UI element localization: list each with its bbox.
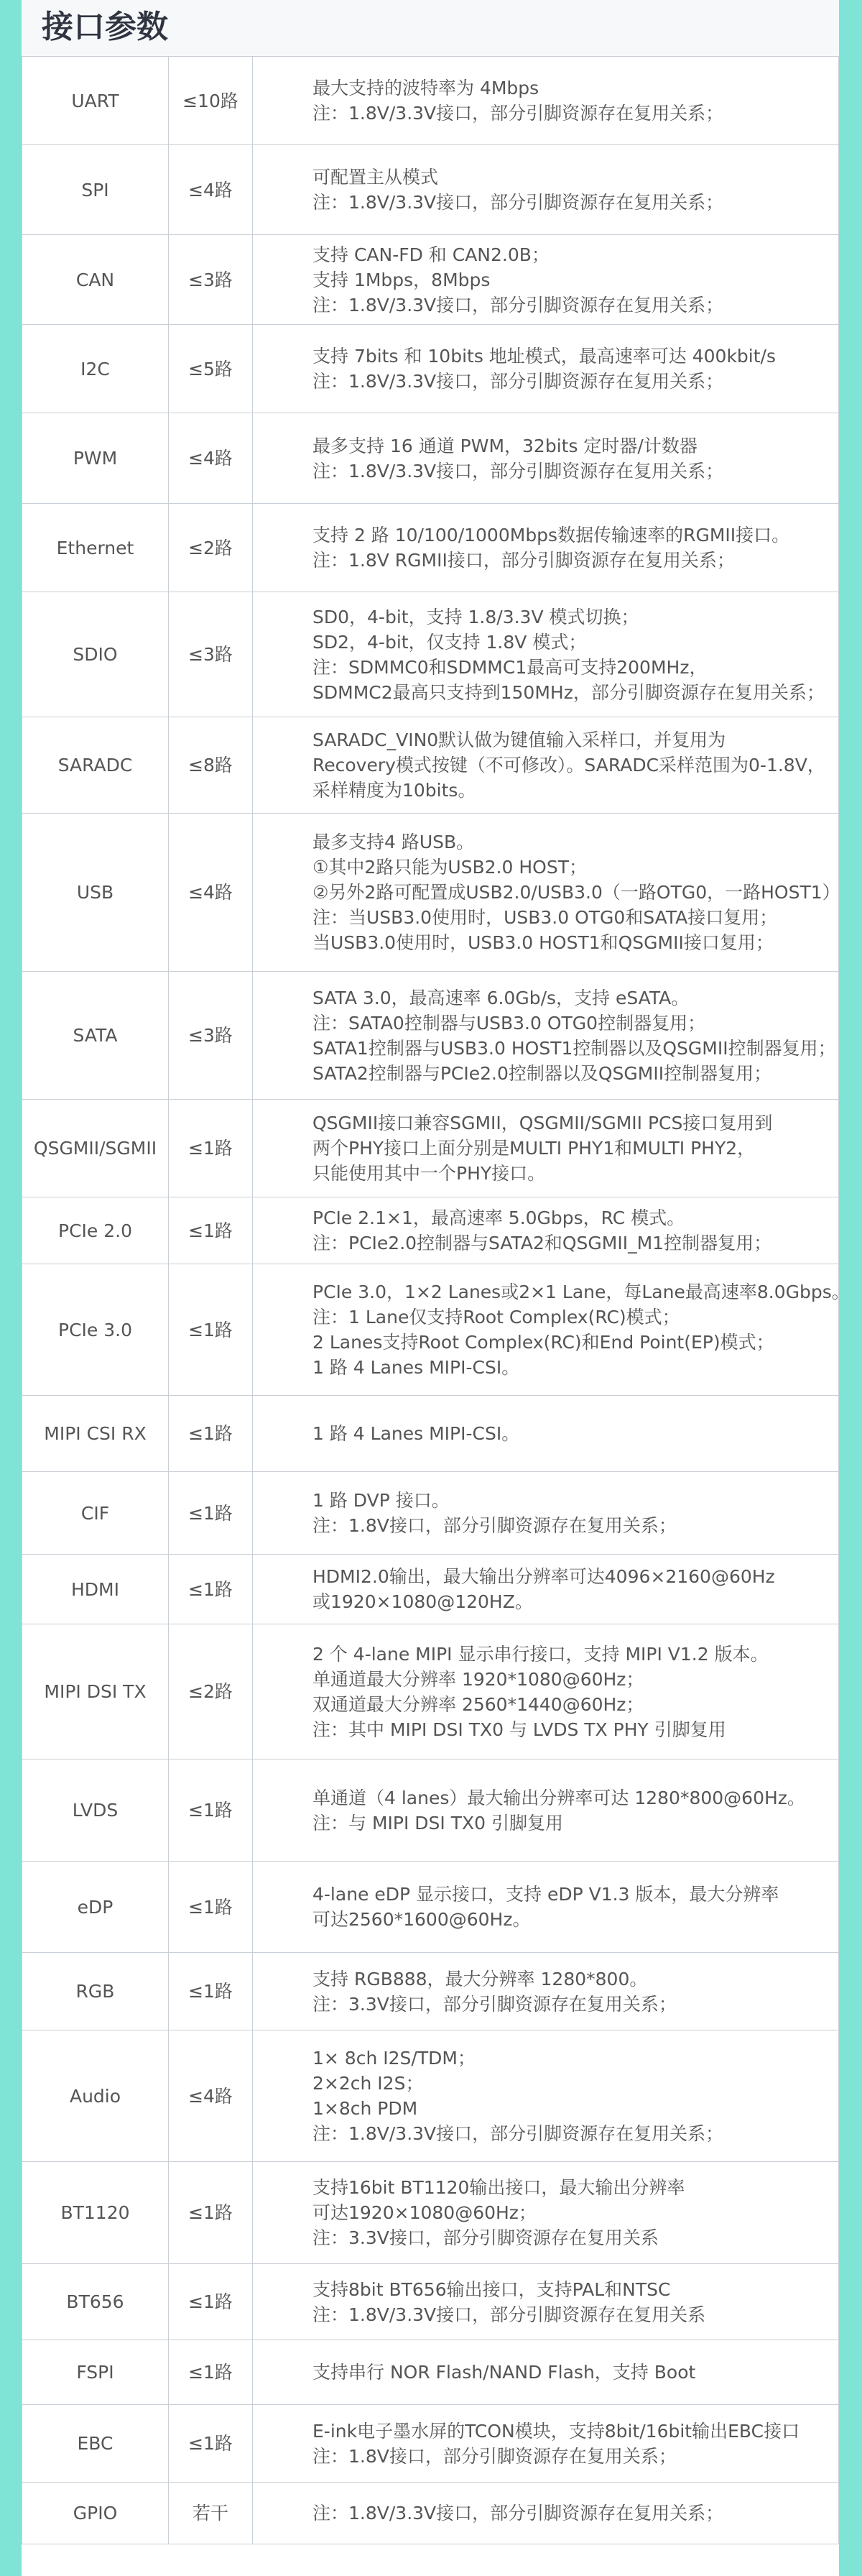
table-row xyxy=(22,1472,839,1555)
description-line: 注：1.8V接口，部分引脚资源存在复用关系； xyxy=(312,2445,677,2467)
table-row xyxy=(22,1264,839,1396)
description-line: 注：与 MIPI DSI TX0 引脚复用 xyxy=(312,1812,563,1834)
description-line: SARADC_VIN0默认做为键值输入采样口，并复用为 xyxy=(312,730,726,750)
description-line: SATA 3.0，最高速率 6.0Gb/s，支持 eSATA。 xyxy=(312,987,690,1008)
description-line: 支持 2 路 10/100/1000Mbps数据传输速率的RGMII接口。 xyxy=(312,525,790,546)
interface-name: MIPI CSI RX xyxy=(22,1396,169,1472)
channel-count: ≤5路 xyxy=(169,325,253,413)
channel-count: ≤3路 xyxy=(169,235,253,325)
interface-name: CIF xyxy=(22,1472,169,1555)
channel-count: ≤1路 xyxy=(169,1396,253,1472)
description-line: 注：SDMMC0和SDMMC1最高可支持200MHz， xyxy=(312,656,708,678)
channel-count: ≤4路 xyxy=(169,2030,253,2162)
interface-name: PCIe 3.0 xyxy=(22,1264,169,1396)
description-line: 最多支持 16 通道 PWM，32bits 定时器/计数器 xyxy=(312,435,698,456)
channel-count: ≤4路 xyxy=(169,145,253,235)
interface-name: FSPI xyxy=(22,2340,169,2405)
interface-description xyxy=(253,2483,839,2544)
interface-description xyxy=(253,2030,839,2162)
description-line: 注：1.8V/3.3V接口，部分引脚资源存在复用关系； xyxy=(312,460,724,482)
interface-name: Audio xyxy=(22,2030,169,2162)
interface-name: PCIe 2.0 xyxy=(22,1197,169,1264)
interface-description xyxy=(253,1624,839,1760)
description-line: 支持串行 NOR Flash/NAND Flash，支持 Boot xyxy=(312,2362,696,2383)
description-line: 注：1.8V/3.3V接口，部分引脚资源存在复用关系； xyxy=(312,192,724,213)
description-line: 注：1 Lane仅支持Root Complex(RC)模式； xyxy=(312,1307,680,1328)
interface-name: eDP xyxy=(22,1862,169,1953)
description-line: 当USB3.0使用时，USB3.0 HOST1和QSGMII接口复用； xyxy=(312,932,774,953)
table-row xyxy=(22,1555,839,1624)
interface-description xyxy=(253,2162,839,2264)
interface-description xyxy=(253,413,839,504)
channel-count: ≤1路 xyxy=(169,1862,253,1953)
interface-name: SDIO xyxy=(22,592,169,717)
interface-description xyxy=(253,1555,839,1624)
interface-name: RGB xyxy=(22,1953,169,2030)
description-line: ②另外2路可配置成USB2.0/USB3.0（一路OTG0，一路HOST1） xyxy=(312,882,840,903)
interface-description xyxy=(253,57,839,145)
interface-name: UART xyxy=(22,57,169,145)
description-line: 注：1.8V接口，部分引脚资源存在复用关系； xyxy=(312,1515,677,1536)
channel-count: ≤3路 xyxy=(169,592,253,717)
interface-description xyxy=(253,2340,839,2405)
channel-count: ≤1路 xyxy=(169,2162,253,2264)
description-line: 注：3.3V接口，部分引脚资源存在复用关系 xyxy=(312,2227,659,2248)
description-line: 注：3.3V接口，部分引脚资源存在复用关系； xyxy=(312,1993,677,2015)
table-row xyxy=(22,814,839,972)
description-line: QSGMII接口兼容SGMII，QSGMII/SGMII PCS接口复用到 xyxy=(312,1113,773,1133)
channel-count: ≤1路 xyxy=(169,2340,253,2405)
interface-name: SARADC xyxy=(22,717,169,814)
description-line: 注：1.8V/3.3V接口，部分引脚资源存在复用关系； xyxy=(312,103,724,124)
channel-count: ≤1路 xyxy=(169,2264,253,2340)
channel-count: ≤1路 xyxy=(169,1264,253,1396)
description-line: 或1920×1080@120HZ。 xyxy=(312,1591,533,1612)
interface-name: CAN xyxy=(22,235,169,325)
description-line: 只能使用其中一个PHY接口。 xyxy=(312,1163,546,1184)
interface-description xyxy=(253,592,839,717)
interface-description xyxy=(253,145,839,235)
interface-description xyxy=(253,325,839,413)
channel-count: ≤4路 xyxy=(169,413,253,504)
interface-description xyxy=(253,235,839,325)
table-row xyxy=(22,592,839,717)
channel-count: ≤1路 xyxy=(169,1100,253,1197)
channel-count: ≤3路 xyxy=(169,972,253,1100)
interface-description xyxy=(253,1396,839,1472)
interface-name: EBC xyxy=(22,2405,169,2483)
description-line: SD0，4-bit，支持 1.8/3.3V 模式切换； xyxy=(312,606,639,627)
interface-name: SATA xyxy=(22,972,169,1100)
description-line: 1×8ch PDM xyxy=(312,2098,418,2119)
description-line: PCIe 2.1×1，最高速率 5.0Gbps，RC 模式。 xyxy=(312,1208,685,1228)
description-line: 1× 8ch I2S/TDM； xyxy=(312,2048,476,2069)
table-row xyxy=(22,235,839,325)
description-line: 支持 RGB888，最大分辨率 1280*800。 xyxy=(312,1968,648,1990)
description-line: 单通道（4 lanes）最大输出分辨率可达 1280*800@60Hz。 xyxy=(312,1787,805,1808)
table-row xyxy=(22,972,839,1100)
channel-count: ≤8路 xyxy=(169,717,253,814)
interface-name: I2C xyxy=(22,325,169,413)
description-line: 注：PCIe2.0控制器与SATA2和QSGMII_M1控制器复用； xyxy=(312,1233,772,1254)
interface-description xyxy=(253,717,839,814)
description-line: 最大支持的波特率为 4Mbps xyxy=(312,78,539,98)
description-line: 1 路 4 Lanes MIPI-CSI。 xyxy=(312,1423,520,1444)
description-line: 注：1.8V/3.3V接口，部分引脚资源存在复用关系； xyxy=(312,371,724,392)
description-line: E-ink电子墨水屏的TCON模块，支持8bit/16bit输出EBC接口 xyxy=(312,2420,800,2442)
interface-name: GPIO xyxy=(22,2483,169,2544)
interface-name: SPI xyxy=(22,145,169,235)
description-line: 支持 1Mbps，8Mbps xyxy=(312,269,491,290)
description-line: 注：1.8V/3.3V接口，部分引脚资源存在复用关系 xyxy=(312,2304,706,2325)
description-line: 注：1.8V RGMII接口，部分引脚资源存在复用关系； xyxy=(312,550,735,571)
description-line: 注：1.8V/3.3V接口，部分引脚资源存在复用关系； xyxy=(312,2123,724,2144)
interface-name: USB xyxy=(22,814,169,972)
table-row xyxy=(22,2340,839,2405)
table-row xyxy=(22,1862,839,1953)
table-row xyxy=(22,1100,839,1197)
table-body xyxy=(22,57,850,2544)
interface-name: BT1120 xyxy=(22,2162,169,2264)
table-row xyxy=(22,57,839,145)
interface-description xyxy=(253,1264,850,1396)
description-line: SD2，4-bit，仅支持 1.8V 模式； xyxy=(312,631,587,653)
table-row xyxy=(22,504,839,592)
interface-name: LVDS xyxy=(22,1760,169,1862)
description-line: HDMI2.0输出，最大输出分辨率可达4096×2160@60Hz xyxy=(312,1566,775,1587)
interface-name: BT656 xyxy=(22,2264,169,2340)
description-line: SDMMC2最高只支持到150MHz，部分引脚资源存在复用关系； xyxy=(312,681,825,703)
channel-count: ≤1路 xyxy=(169,1555,253,1624)
channel-count: ≤4路 xyxy=(169,814,253,972)
description-line: 可配置主从模式 xyxy=(312,167,439,188)
description-line: 采样精度为10bits。 xyxy=(312,780,476,801)
description-line: 注：SATA0控制器与USB3.0 OTG0控制器复用； xyxy=(312,1012,706,1034)
interface-name: MIPI DSI TX xyxy=(22,1624,169,1760)
description-line: 支持 CAN-FD 和 CAN2.0B； xyxy=(312,244,550,265)
table-row xyxy=(22,1760,839,1862)
interface-description xyxy=(253,1100,839,1197)
table-row xyxy=(22,413,839,504)
channel-count: ≤1路 xyxy=(169,2405,253,2483)
interface-description xyxy=(253,2264,839,2340)
description-line: 双通道最大分辨率 2560*1440@60Hz； xyxy=(312,1693,644,1715)
interface-name: HDMI xyxy=(22,1555,169,1624)
description-line: 注：其中 MIPI DSI TX0 与 LVDS TX PHY 引脚复用 xyxy=(312,1719,726,1740)
section-header xyxy=(22,0,839,57)
interface-description xyxy=(253,1197,839,1264)
table-row xyxy=(22,325,839,413)
description-line: 2 Lanes支持Root Complex(RC)和End Point(EP)模式； xyxy=(312,1332,774,1353)
interface-description xyxy=(253,972,839,1100)
table-row xyxy=(22,1953,839,2030)
table-row xyxy=(22,2483,839,2544)
table-row xyxy=(22,2030,839,2162)
description-line: 可达2560*1600@60Hz。 xyxy=(312,1909,531,1930)
description-line: 最多支持4 路USB。 xyxy=(312,832,475,852)
table-row xyxy=(22,2162,839,2264)
description-line: 1 路 4 Lanes MIPI-CSI。 xyxy=(312,1357,520,1378)
description-line: 支持 7bits 和 10bits 地址模式，最高速率可达 400kbit/s xyxy=(312,346,776,367)
table-row xyxy=(22,2264,839,2340)
description-line: ①其中2路只能为USB2.0 HOST； xyxy=(312,857,587,878)
description-line: 2 个 4-lane MIPI 显示串行接口，支持 MIPI V1.2 版本。 xyxy=(312,1643,769,1665)
description-line: 单通道最大分辨率 1920*1080@60Hz； xyxy=(312,1668,644,1690)
channel-count: ≤1路 xyxy=(169,1953,253,2030)
page-title: 接口参数 xyxy=(42,9,168,45)
description-line: 支持16bit BT1120输出接口，最大输出分辨率 xyxy=(312,2177,685,2198)
interface-description xyxy=(253,1472,839,1555)
description-line: Recovery模式按键（不可修改）。SARADC采样范围为0-1.8V， xyxy=(312,755,825,776)
description-line: 注：1.8V/3.3V接口，部分引脚资源存在复用关系； xyxy=(312,2503,724,2524)
interface-description xyxy=(253,504,839,592)
interface-description xyxy=(253,2405,839,2483)
channel-count: ≤2路 xyxy=(169,504,253,592)
description-line: PCIe 3.0，1×2 Lanes或2×1 Lane，每Lane最高速率8.0Gbps。 xyxy=(312,1282,850,1302)
channel-count: ≤2路 xyxy=(169,1624,253,1760)
description-line: 2×2ch I2S； xyxy=(312,2073,424,2094)
table-row xyxy=(22,1396,839,1472)
description-line: 4-lane eDP 显示接口，支持 eDP V1.3 版本，最大分辨率 xyxy=(312,1884,779,1905)
description-line: 1 路 DVP 接口。 xyxy=(312,1490,450,1511)
table-row xyxy=(22,717,839,814)
interface-description xyxy=(253,1760,839,1862)
table-row xyxy=(22,2405,839,2483)
description-line: 注：当USB3.0使用时，USB3.0 OTG0和SATA接口复用； xyxy=(312,907,778,928)
channel-count: ≤10路 xyxy=(169,57,253,145)
table-row xyxy=(22,1197,839,1264)
channel-count: ≤1路 xyxy=(169,1472,253,1555)
channel-count: ≤1路 xyxy=(169,1197,253,1264)
channel-count: 若干 xyxy=(169,2483,253,2544)
interface-description xyxy=(253,1862,839,1953)
interface-parameters-table xyxy=(22,56,850,2544)
table-row xyxy=(22,145,839,235)
table-row xyxy=(22,1624,839,1760)
description-line: 可达1920×1080@60Hz； xyxy=(312,2202,537,2223)
channel-count: ≤1路 xyxy=(169,1760,253,1862)
description-line: 支持8bit BT656输出接口，支持PAL和NTSC xyxy=(312,2278,671,2300)
interface-name: Ethernet xyxy=(22,504,169,592)
description-line: SATA2控制器与PCIe2.0控制器以及QSGMII控制器复用； xyxy=(312,1062,772,1084)
description-line: SATA1控制器与USB3.0 HOST1控制器以及QSGMII控制器复用； xyxy=(312,1037,836,1059)
interface-description xyxy=(253,1953,839,2030)
description-line: 两个PHY接口上面分别是MULTI PHY1和MULTI PHY2， xyxy=(312,1138,756,1159)
description-line: 注：1.8V/3.3V接口，部分引脚资源存在复用关系； xyxy=(312,294,724,316)
interface-name: PWM xyxy=(22,413,169,504)
interface-name: QSGMII/SGMII xyxy=(22,1100,169,1197)
interface-description xyxy=(253,814,839,972)
